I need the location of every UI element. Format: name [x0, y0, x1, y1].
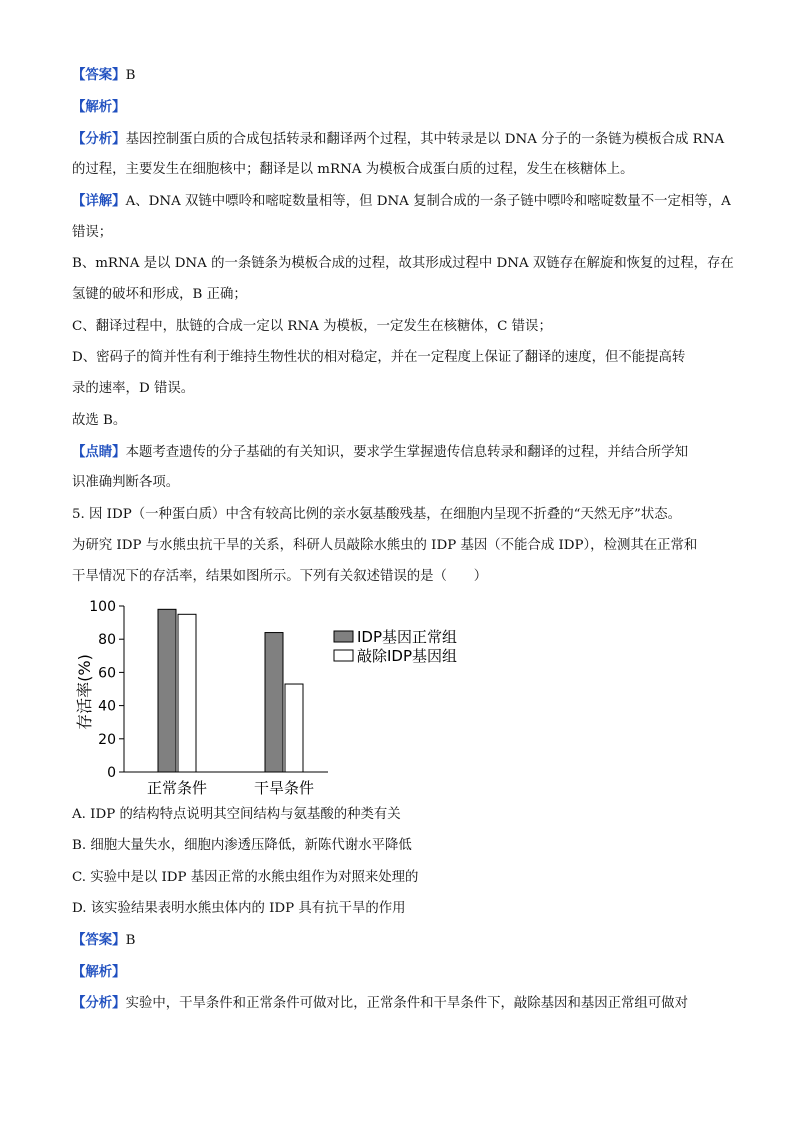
option-c-explanation: C、翻译过程中，肽链的合成一定以 RNA 为模板，一定发生在核糖体，C 错误； [72, 319, 552, 334]
bar-normal-1 [265, 633, 283, 772]
y-axis [89, 599, 124, 781]
answer-value: B [125, 68, 136, 83]
xiangjie-tag: 【详解】 [72, 193, 126, 209]
legend-swatch [334, 650, 353, 661]
choose-line: 故选 B。 [72, 413, 127, 428]
analysis-heading-2 [72, 963, 126, 982]
question-5-line-3: 干旱情况下的存活率，结果如图所示。下列有关叙述错误的是（ ） [72, 569, 488, 584]
fenxi-text-2: 实验中，干旱条件和正常条件可做对比，正常条件和干旱条件下，敲除基因和基因正常组可做对 [125, 996, 688, 1011]
option-b-explanation-2: 氢键的破坏和形成，B 正确； [72, 287, 247, 302]
fenxi-tag: 【分析】 [72, 131, 126, 147]
y-tick-label: 60 [98, 665, 116, 682]
answer-tag-2: 【答案】 [72, 932, 126, 948]
bar-normal-0 [158, 609, 176, 772]
option-c: C. 实验中是以 IDP 基因正常的水熊虫组作为对照来处理的 [72, 870, 419, 885]
y-axis-label: 存活率(%) [75, 654, 94, 730]
y-tick-label: 100 [89, 599, 116, 615]
option-a: A. IDP 的结构特点说明其空间结构与氨基酸的种类有关 [72, 807, 401, 822]
x-category-label: 正常条件 [146, 779, 208, 797]
analysis-tag: 【解析】 [72, 99, 126, 115]
legend-label: 敲除IDP基因组 [357, 647, 458, 665]
x-axis [124, 772, 328, 797]
question-5-line-2: 为研究 IDP 与水熊虫抗干旱的关系，科研人员敲除水熊虫的 IDP 基因（不能合成 IDP），检测其在正常和 [72, 538, 698, 553]
dianjing-text: 本题考查遗传的分子基础的有关知识，要求学生掌握遗传信息转录和翻译的过程，并结合所学知 [125, 445, 688, 460]
question-5-line-1: 5. 因 IDP（一种蛋白质）中含有较高比例的亲水氨基酸残基，在细胞内呈现不折叠的“天然无序”状态。 [72, 507, 682, 522]
xiangjie-line-2: 错误； [72, 225, 113, 240]
answer-line-1 [72, 66, 135, 85]
y-tick-label: 40 [98, 698, 116, 715]
option-d-explanation-1: D、密码子的简并性有利于维持生物性状的相对稳定，并在一定程度上保证了翻译的速度，但不能提高转 [72, 350, 686, 365]
fenxi-tag-2: 【分析】 [72, 995, 126, 1011]
dianjing-line-1 [72, 443, 688, 462]
fenxi-line-b2 [72, 994, 688, 1013]
option-b: B. 细胞大量失水，细胞内渗透压降低，新陈代谢水平降低 [72, 838, 412, 853]
y-tick-label: 80 [98, 632, 116, 649]
x-category-label: 干旱条件 [253, 779, 315, 797]
option-d: D. 该实验结果表明水熊虫体内的 IDP 具有抗干旱的作用 [72, 901, 406, 916]
bar-knockout-0 [178, 614, 196, 772]
dianjing-tag: 【点睛】 [72, 444, 126, 460]
legend-label: IDP基因正常组 [357, 628, 458, 646]
bars [158, 609, 303, 772]
analysis-heading-1 [72, 98, 126, 117]
fenxi-line-1 [72, 130, 724, 149]
y-tick-label: 20 [98, 731, 116, 748]
survival-rate-bar-chart [72, 592, 492, 804]
fenxi-line-2: 的过程，主要发生在细胞核中；翻译是以 mRNA 为模板合成蛋白质的过程，发生在核糖体上。 [72, 162, 634, 177]
option-b-explanation-1: B、mRNA 是以 DNA 的一条链条为模板合成的过程，故其形成过程中 DNA 双链存在解旋和恢复的过程，存在 [72, 256, 734, 271]
y-tick-label: 0 [107, 765, 116, 781]
bar-knockout-1 [285, 684, 303, 772]
fenxi-text: 基因控制蛋白质的合成包括转录和翻译两个过程，其中转录是以 DNA 分子的一条链为模板合成 RNA [125, 132, 725, 147]
answer-value-2: B [125, 933, 136, 948]
analysis-tag-2: 【解析】 [72, 964, 126, 980]
xiangjie-line-1 [72, 192, 731, 211]
answer-line-2 [72, 931, 135, 950]
dianjing-line-2: 识准确判断各项。 [72, 475, 180, 490]
legend [334, 628, 457, 665]
xiangjie-text: A、DNA 双链中嘌呤和嘧啶数量相等，但 DNA 复制合成的一条子链中嘌呤和嘧啶数量不一定相等，A [125, 194, 731, 209]
option-d-explanation-2: 录的速率，D 错误。 [72, 381, 195, 396]
legend-swatch [334, 631, 353, 642]
answer-tag: 【答案】 [72, 67, 126, 83]
